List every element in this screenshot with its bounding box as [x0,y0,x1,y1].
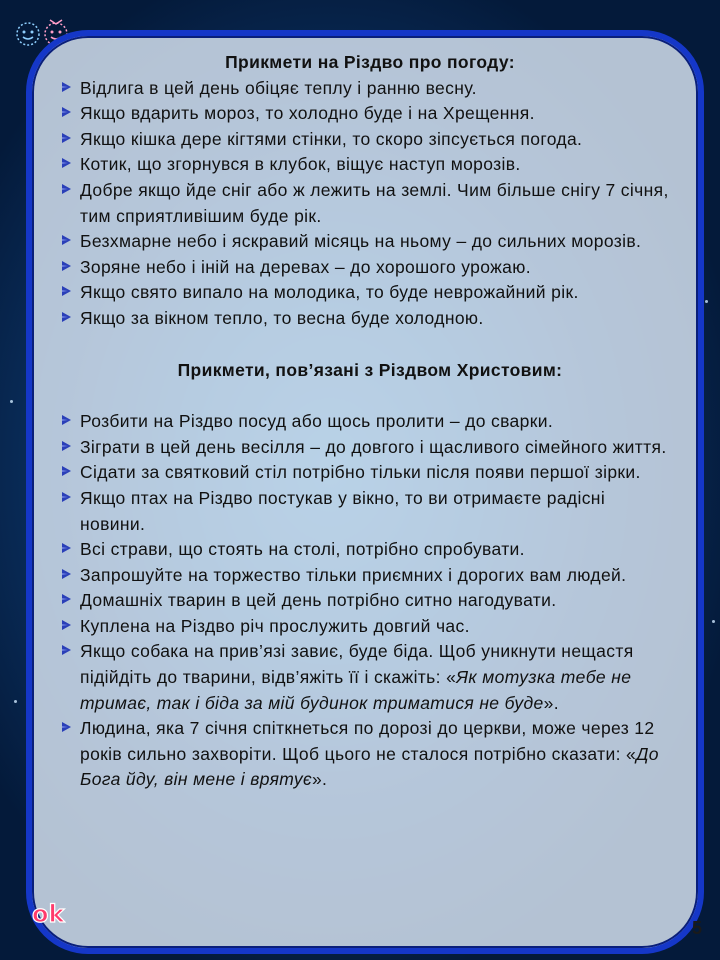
content-frame [26,30,704,954]
arrow-bullet-icon [62,415,71,425]
arrow-bullet-icon [62,569,71,579]
list-item-text: Людина, яка 7 січня спіткнеться по дорозі до церкви, може через 12 років сильно захворіти. Щоб цього не сталося потрібно сказати: « [80,718,655,764]
list-item-quote-end: ». [311,769,328,790]
list-item-text: Відлига в цей день обіцяє теплу і ранню весну. [80,77,477,98]
list-item [70,178,670,229]
arrow-bullet-icon [62,82,71,92]
list-item [70,639,670,716]
list-item-text: Якщо собака на прив’язі завиє, буде біда. Щоб уникнути нещастя підійдіть до тварини, відв’яжіть її і скажіть: « [80,641,634,688]
section-title-weather: Прикмети на Різдво про погоду: [225,52,515,72]
list-item-text: Куплена на Різдво річ прослужить довгий час. [80,615,470,636]
arrow-bullet-icon [62,235,71,245]
christmas-signs-list [70,409,670,793]
list-item-text: Якщо кішка дере кігтями стінки, то скоро зіпсується погода. [80,128,583,149]
list-item [70,409,670,435]
arrow-bullet-icon [62,645,71,655]
list-item [70,563,670,589]
list-item-quote-end: ». [543,692,559,713]
list-item [70,255,670,281]
arrow-bullet-icon [62,466,71,476]
arrow-bullet-icon [62,261,71,271]
list-item-text: Зіграти в цей день весілля – до довгого і щасливого сімейного життя. [80,436,667,457]
list-item [70,716,670,793]
ok-logo-text: ok [32,900,65,928]
arrow-bullet-icon [62,133,71,143]
arrow-bullet-icon [62,620,71,630]
list-item-quote: До Бога йду, він мене і врятує [80,743,659,790]
list-item [70,76,670,102]
list-item [70,435,670,461]
ok-logo [30,898,66,928]
list-item-text: Безхмарне небо і яскравий місяць на ньому – до сильних морозів. [80,231,642,252]
list-item [70,306,670,332]
list-item-text: Котик, що згорнувся в клубок, віщує наступ морозів. [80,154,521,175]
list-item-text: Якщо вдарить мороз, то холодно буде і на Хрещення. [80,103,535,124]
list-item [70,101,670,127]
list-item [70,486,670,537]
list-item [70,537,670,563]
page-number: 5 [691,918,702,938]
list-item-text: Домашніх тварин в цей день потрібно ситно нагодувати. [80,590,557,611]
arrow-bullet-icon [62,594,71,604]
list-item-text: Запрошуйте на торжество тільки приємних і дорогих вам людей. [80,564,627,585]
list-item [70,229,670,255]
list-item-text: Розбити на Різдво посуд або щось пролити – до сварки. [80,411,554,432]
list-item-text: Добре якщо йде сніг або ж лежить на землі. Чим більше снігу 7 січня, тим сприятливішим буде рік. [80,179,669,226]
arrow-bullet-icon [62,312,71,322]
list-item-text: Сідати за святковий стіл потрібно тільки після появи першої зірки. [80,462,641,483]
content [70,50,670,793]
arrow-bullet-icon [62,107,71,117]
list-item [70,588,670,614]
arrow-bullet-icon [62,722,71,732]
list-item-text: Якщо за вікном тепло, то весна буде холодною. [80,307,484,328]
list-item [70,460,670,486]
list-item-quote: Як мотузка тебе не тримає, так і біда за мій будинок триматися не буде [80,667,632,713]
list-item-text: Якщо свято випало на молодика, то буде неврожайний рік. [80,282,579,303]
weather-signs-list [70,76,670,332]
list-item [70,127,670,153]
arrow-bullet-icon [62,441,71,451]
list-item [70,280,670,306]
list-item [70,152,670,178]
arrow-bullet-icon [62,158,71,168]
arrow-bullet-icon [62,543,71,553]
arrow-bullet-icon [62,492,71,502]
list-item-text: Всі страви, що стоять на столі, потрібно спробувати. [80,539,525,560]
arrow-bullet-icon [62,184,71,194]
section-title-christmas: Прикмети, пов’язані з Різдвом Христовим: [177,359,563,380]
list-item-text: Якщо птах на Різдво постукав у вікно, то ви отримаєте радісні новини. [80,487,606,534]
list-item [70,614,670,640]
arrow-bullet-icon [62,286,71,296]
list-item-text: Зоряне небо і іній на деревах – до хорошого урожаю. [80,256,531,277]
